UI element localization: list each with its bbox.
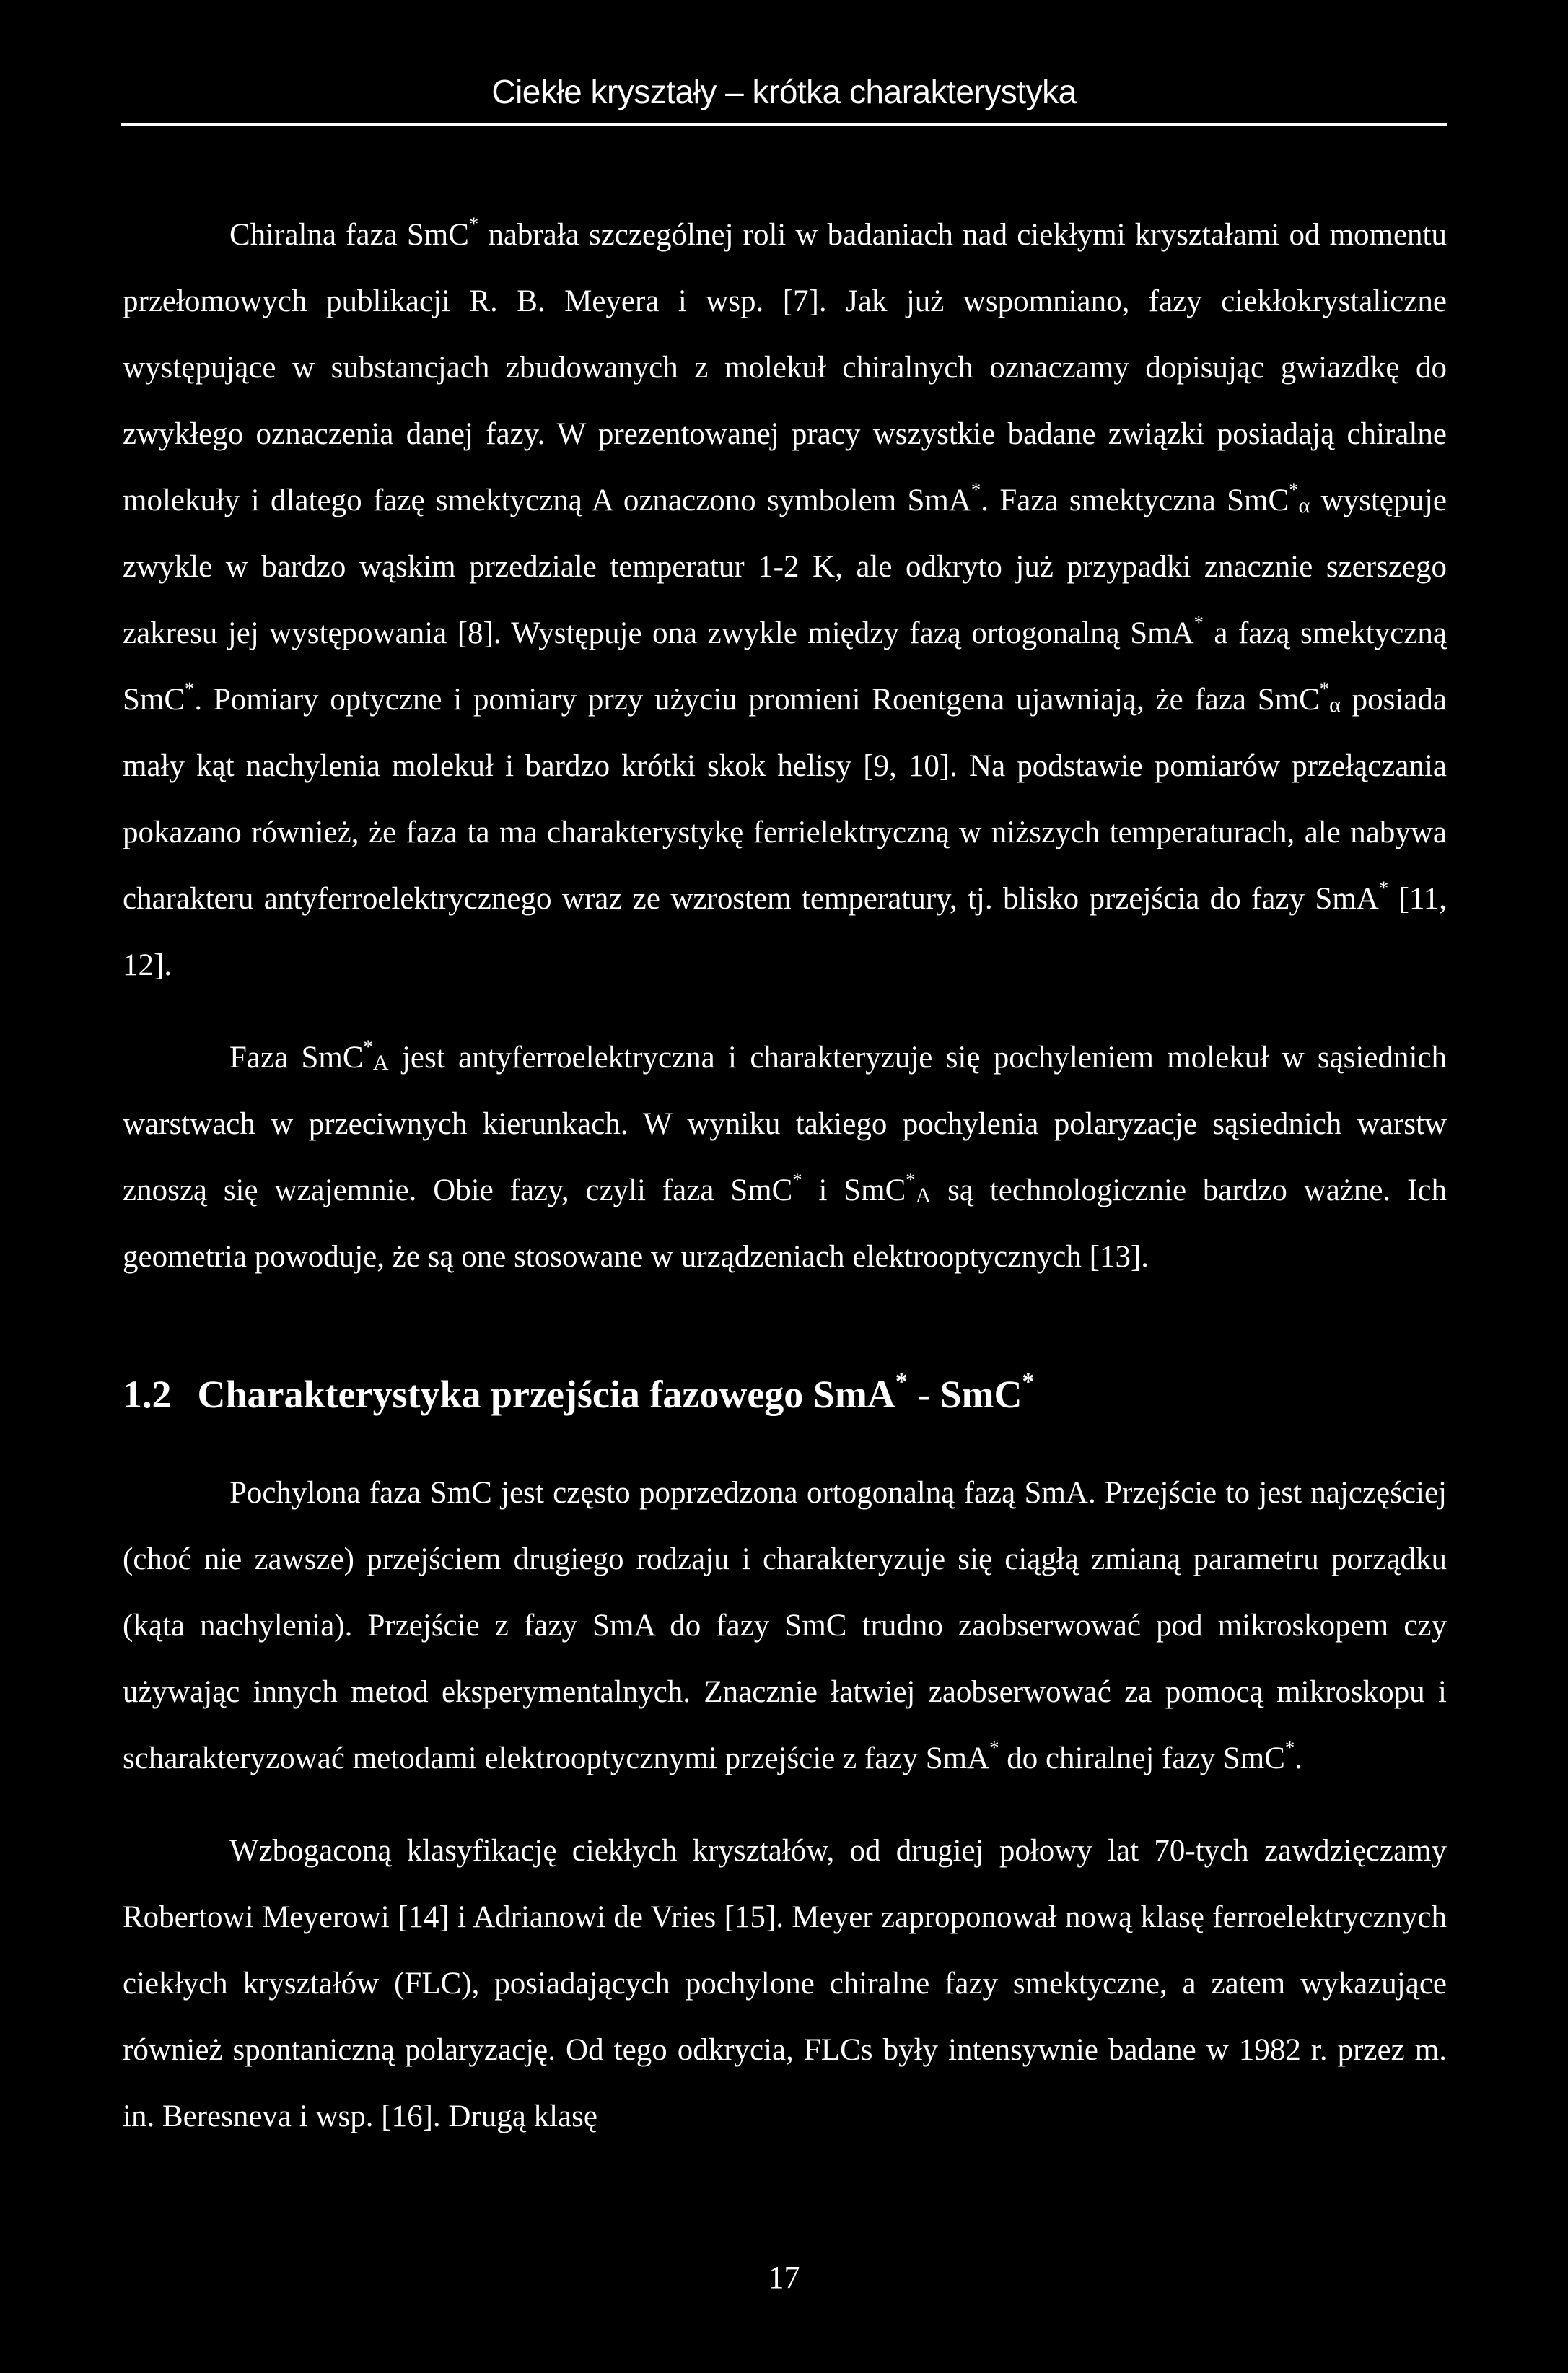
paragraph-smca-phase: Faza SmC*$_A$ jest antyferroelektryczna i charakteryzuje się pochyleniem molekuł w sąsiednich warstwach w przeciwnych kierunkach. W wyniku takiego pochylenia polaryzacje sąsiednich warstw znoszą się wzajemnie. Obie fazy, czyli faza SmC* i SmC*$_A$ są technologicznie bardzo ważne. Ich geometria powoduje, że są one stosowane w urządzeniach elektrooptycznych [13]. <box>123 1036 1447 1274</box>
paragraph-chiral-smc: Chiralna faza SmC* nabrała szczególnej roli w badaniach nad ciekłymi kryształami od momentu przełomowych publikacji R. B. Meyera i wsp. [7]. Jak już wspomniano, fazy ciekłokrystaliczne występujące w substancjach zbudowanych z molekuł chiralnych oznaczamy dopisując gwiazdkę do zwykłego oznaczenia danej fazy. W prezentowanej pracy wszystkie badane związki posiadają chiralne molekuły i dlatego fazę smektyczną A oznaczono symbolem SmA*. Faza smektyczna SmC*$_\alpha$ występuje zwykle w bardzo wąskim przedziale temperatur 1-2 K, ale odkryto już przypadki znacznie szerszego zakresu jej występowania [8]. Występuje ona zwykle między fazą ortogonalną SmA* a fazą smektyczną SmC*. Pomiary optyczne i pomiary przy użyciu promieni Roentgena ujawniają, że faza SmC*$_\alpha$ posiada mały kąt nachylenia molekuł i bardzo krótki skok helisy [9, 10]. Na podstawie pomiarów przełączania pokazano również, że faza ta ma charakterystykę ferrielektryczną w niższych temperaturach, ale nabywa charakteru antyferroelektrycznego wraz ze wzrostem temperatury, tj. blisko przejścia do fazy SmA* [11, 12]. <box>123 213 1447 982</box>
section-title: Charakterystyka przejścia fazowego SmA* - SmC* <box>197 1368 1035 1416</box>
section-heading <box>123 1361 1447 1428</box>
page-number: 17 <box>768 2260 800 2295</box>
paragraph-sma-smc-transition: Pochylona faza SmC jest często poprzedzona ortogonalną fazą SmA. Przejście to jest najczęściej (choć nie zawsze) przejściem drugiego rodzaju i charakteryzuje się ciągłą zmianą parametru porządku (kąta nachylenia). Przejście z fazy SmA do fazy SmC trudno zaobserwować pod mikroskopem czy używając innych metod eksperymentalnych. Znacznie łatwiej zaobserwować za pomocą mikroskopu i scharakteryzować metodami elektrooptycznymi przejście z fazy SmA* do chiralnej fazy SmC*. <box>123 1476 1447 1775</box>
running-header: Ciekłe kryształy – krótka charakterystyka <box>491 73 1077 110</box>
paragraph-classification: Wzbogaconą klasyfikację ciekłych kryształów, od drugiej połowy lat 70-tych zawdzięczamy Robertowi Meyerowi [14] i Adrianowi de Vries [15]. Meyer zaproponował nową klasę ferroelektrycznych ciekłych kryształów (FLC), posiadających pochylone chiralne fazy smektyczne, a zatem wykazujące również spontaniczną polaryzację. Od tego odkrycia, FLCs były intensywnie badane w 1982 r. przez m. in. Beresneva i wsp. [16]. Drugą klasę <box>123 1834 1447 2133</box>
section-number: 1.2 <box>123 1373 172 1416</box>
header-rule <box>121 123 1447 126</box>
page-body <box>123 202 1447 2150</box>
